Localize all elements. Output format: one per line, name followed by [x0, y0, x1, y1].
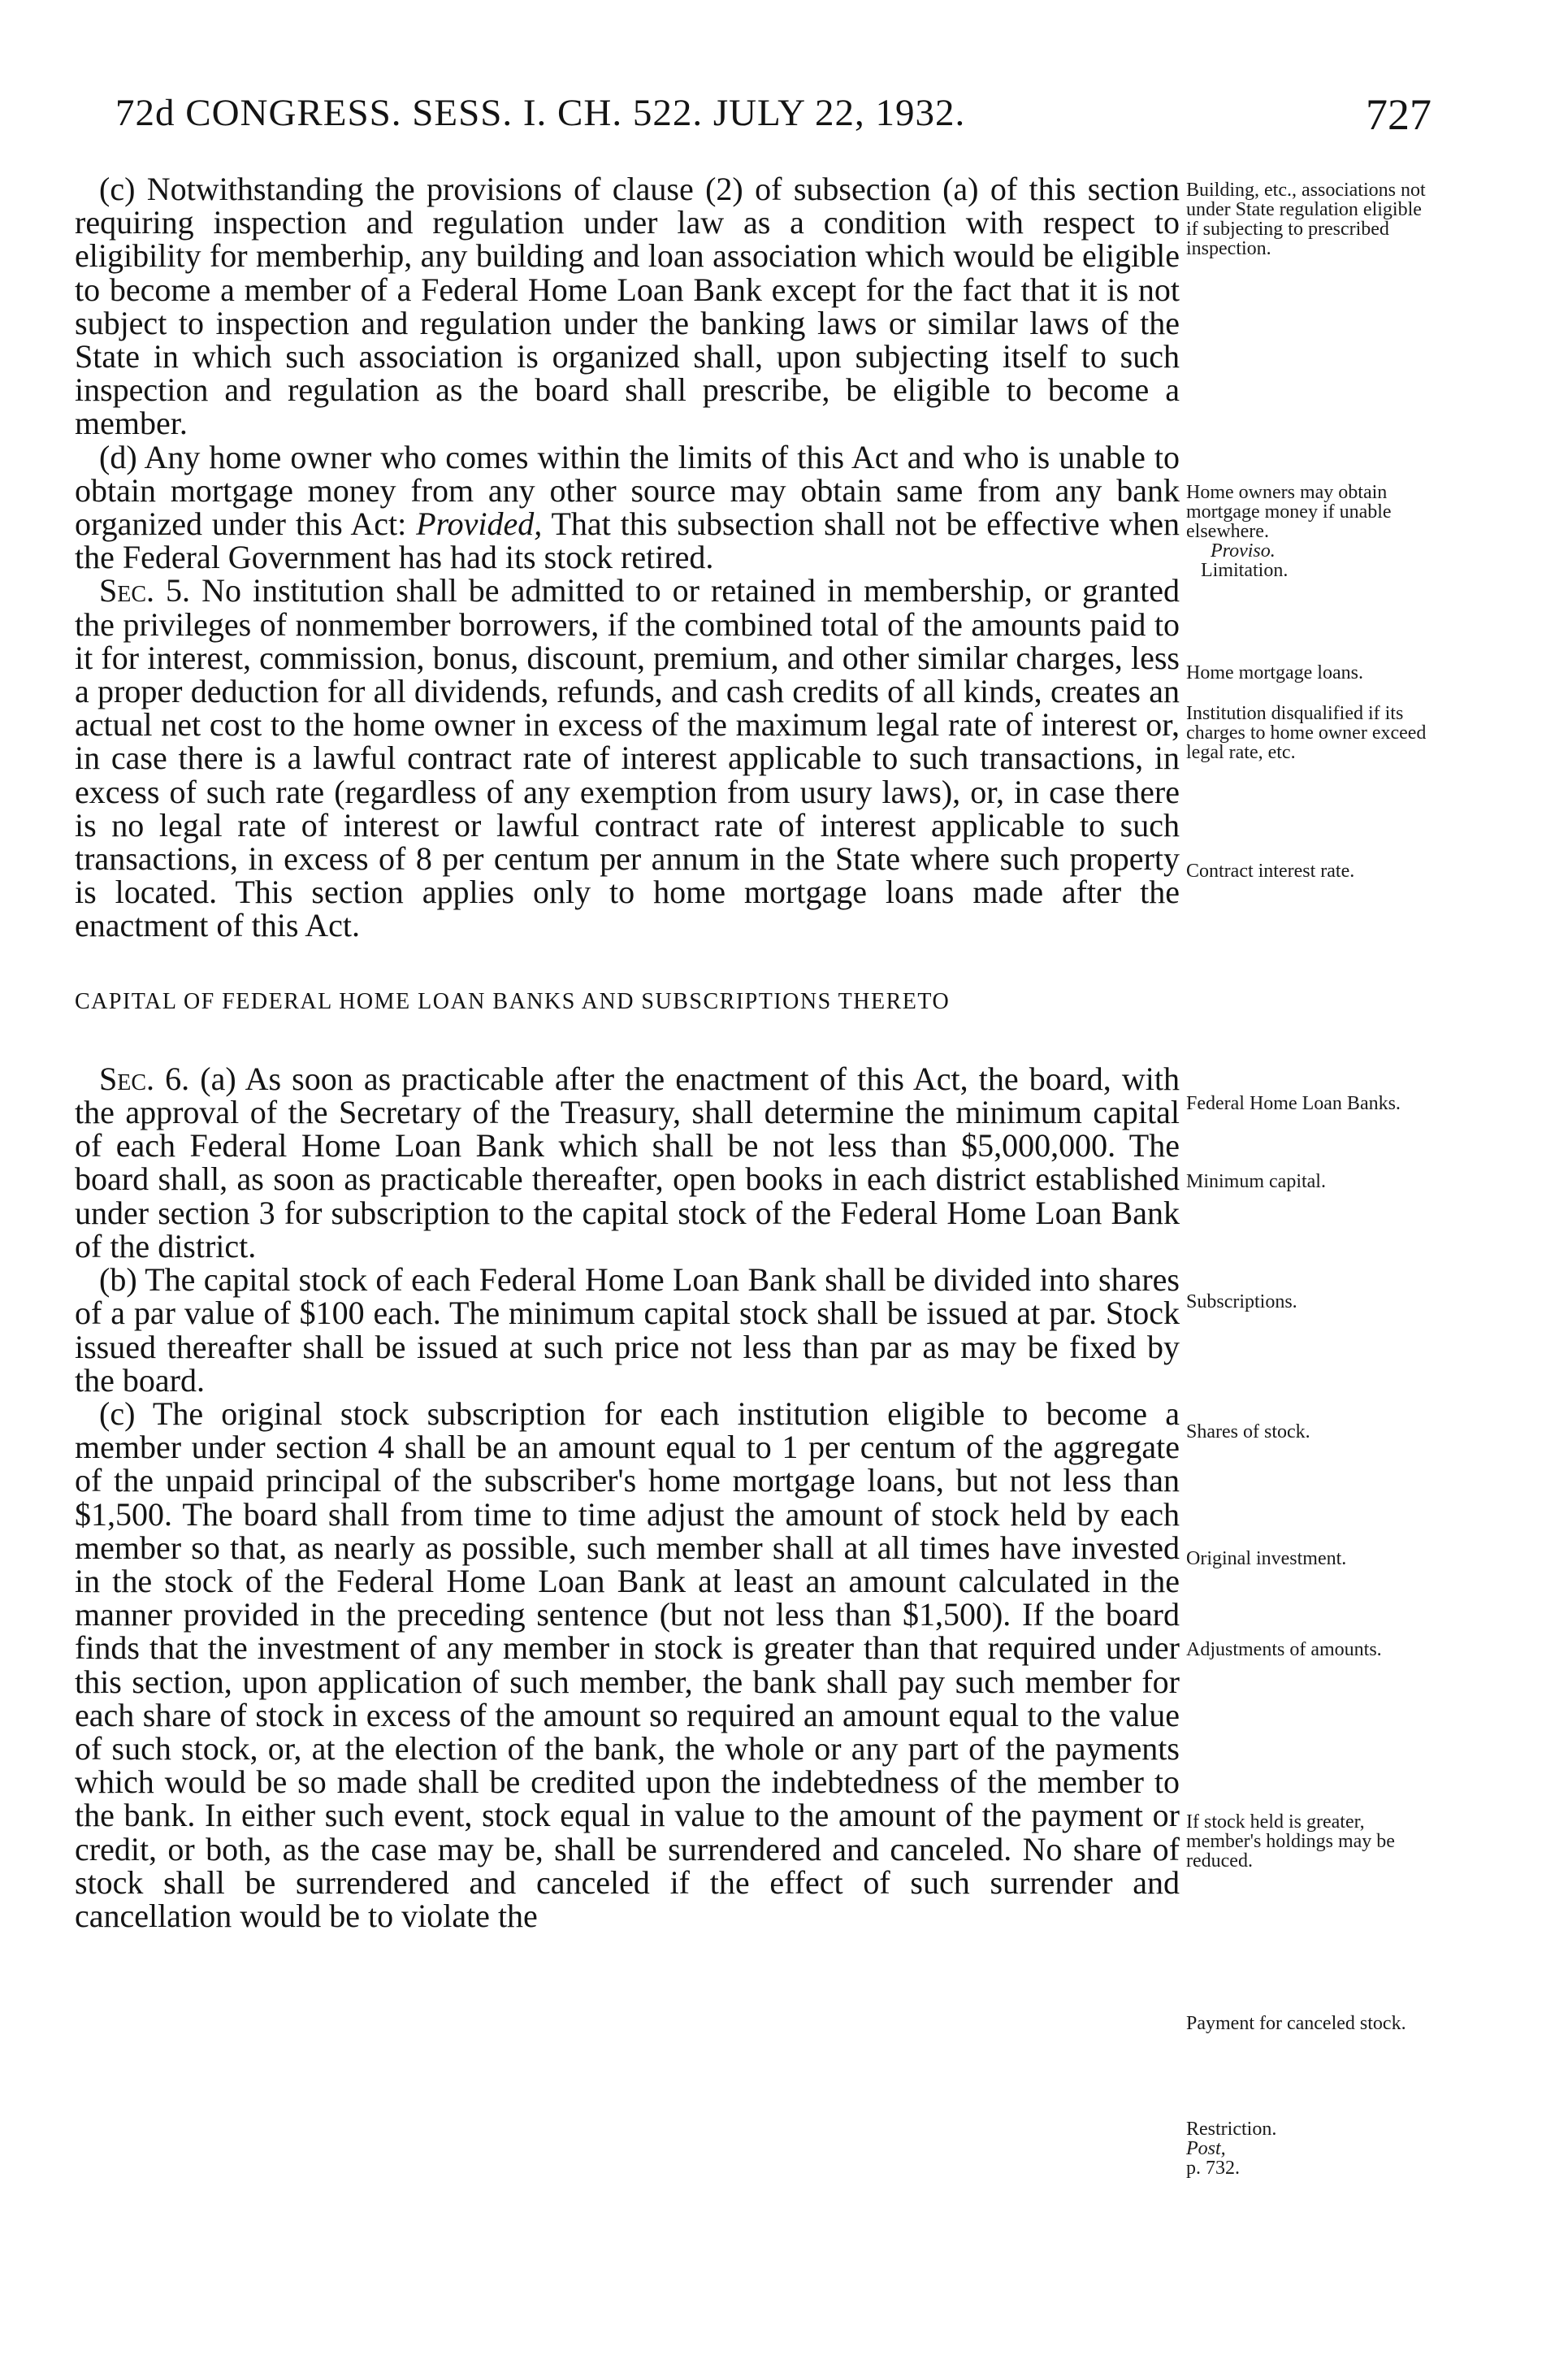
note-building-associations: Building, etc., associations not under State regulation eligible if subjecting to prescribed inspection. — [1186, 180, 1426, 259]
note-home-owners — [1186, 483, 1430, 580]
section-5-text: No institution shall be admitted to or retained in membership, or granted the privileges of nonmember borrowers, if the combined total of the amounts paid to it for interest, commission, bonus, discount, premium, and other similar charges, less a proper deduction for all dividends, refunds, and cash credits of all kinds, creates an actual net cost to the home owner in excess of the maximum legal rate of interest or, in case there is a lawful contract rate of interest applicable to such transactions, in excess of such rate (regardless of any exemption from usury laws), or, in case there is no legal rate of interest or lawful contract rate of interest applicable to such transactions, in excess of 8 per centum per annum in the State where such property is located. This section applies only to home mortgage loans made after the enactment of this Act. — [75, 572, 1180, 944]
note-adjustments-of-amounts: Adjustments of amounts. — [1186, 1639, 1382, 1660]
section-6b-paragraph: (b) The capital stock of each Federal Home Loan Bank shall be divided into shares of a par value of $100 each. The minimum capital stock shall be issued at par. Stock issued thereafter shall be issued at such price not less than par as may be fixed by the board. — [75, 1261, 1180, 1399]
section-5-label: Sec. 5. — [99, 572, 191, 609]
note-post-word: Post, — [1186, 2138, 1226, 2159]
page-header — [115, 91, 1432, 148]
section-6a-paragraph — [75, 1062, 1180, 1263]
section-5-paragraph — [75, 574, 1180, 942]
note-restriction — [1186, 2119, 1430, 2178]
page-number: 727 — [1366, 90, 1432, 139]
note-if-stock-held: If stock held is greater, member's holdings may be reduced. — [1186, 1811, 1395, 1872]
section-caption: CAPITAL OF FEDERAL HOME LOAN BANKS AND SUBSCRIPTIONS THERETO — [75, 988, 951, 1014]
main-text — [75, 172, 1180, 1932]
paragraph-d-text: (d) Any home owner who comes within the limits of this Act and who is unable to obtain mortgage money from any other source may obtain same from any bank organized under this Act: — [75, 438, 1180, 543]
note-federal-home-loan-banks: Federal Home Loan Banks. — [1186, 1093, 1401, 1114]
paragraph-c-building-associations: (c) Notwithstanding the provisions of clause (2) of subsection (a) of this section requiring inspection and regulation under law as a condition with respect to eligibility for memberhip, any building and loan association which would be eligible to become a member of a Federal Home Loan Bank except for the fact that it is not subject to inspection and regulation under the banking laws or similar laws of the State in which such association is organized shall, upon subjecting itself to such inspection and regulation as the board shall prescribe, be eligible to become a member. — [75, 171, 1180, 442]
note-minimum-capital: Minimum capital. — [1186, 1171, 1326, 1192]
note-contract-interest-rate: Contract interest rate. — [1186, 861, 1355, 882]
running-head: 72d CONGRESS. SESS. I. CH. 522. JULY 22, 1932. — [115, 92, 966, 134]
note-payment-for-canceled-stock: Payment for canceled stock. — [1186, 2013, 1406, 2034]
note-limitation: Limitation. — [1201, 560, 1289, 581]
note-proviso: Proviso. — [1211, 540, 1276, 562]
note-home-owners-text: Home owners may obtain mortgage money if unable elsewhere. — [1186, 482, 1392, 542]
note-home-mortgage-loans: Home mortgage loans. — [1186, 662, 1363, 683]
note-post-reference — [1186, 2139, 1430, 2178]
paragraph-d-home-owners — [75, 440, 1180, 575]
section-6-label: Sec. 6. — [99, 1060, 190, 1097]
note-subscriptions: Subscriptions. — [1186, 1291, 1297, 1312]
note-institution-disqualified: Institution disqualified if its charges to home owner exceed legal rate, etc. — [1186, 703, 1427, 763]
proviso-word: Provided, — [416, 505, 543, 543]
note-post-page: p. 732. — [1186, 2158, 1240, 2179]
note-shares-of-stock: Shares of stock. — [1186, 1421, 1310, 1442]
section-6a-text: (a) As soon as practicable after the enactment of this Act, the board, with the approval of the Secretary of the Treasury, shall determine the minimum capital of each Federal Home Loan Bank which shall be not less than $5,000,000. The board shall, as soon as practicable thereafter, open books in each district established under section 3 for subscription to the capital stock of the Federal Home Loan Bank of the district. — [75, 1060, 1180, 1264]
note-original-investment: Original investment. — [1186, 1548, 1347, 1569]
section-6c-paragraph: (c) The original stock subscription for each institution eligible to become a member under section 4 shall be an amount equal to 1 per centum of the aggregate of the unpaid principal of the subscriber's home mortgage loans, but not less than $1,500. The board shall from time to time adjust the amount of stock held by each member so that, as nearly as possible, such member shall at all times have invested in the stock of the Federal Home Loan Bank at least an amount calculated in the manner provided in the preceding sentence (but not less than $1,500). If the board finds that the investment of any member in stock is greater than that required under this section, upon application of such member, the bank shall pay such member for each share of stock in excess of the amount so required an amount equal to the value of such stock, or, at the election of the bank, the whole or any part of the payments which would be so made shall be credited upon the indebtedness of the member to the bank. In either such event, stock equal in value to the amount of the payment or credit, or both, as the case may be, shall be surrendered and canceled. No share of stock shall be surrendered and canceled if the effect of such surrender and cancellation would be to violate the — [75, 1395, 1180, 1934]
paragraph-d-proviso-text: That this subsection shall not be effective when the Federal Government has had its stock retired. — [75, 505, 1180, 576]
note-restriction-text: Restriction. — [1186, 2119, 1277, 2140]
